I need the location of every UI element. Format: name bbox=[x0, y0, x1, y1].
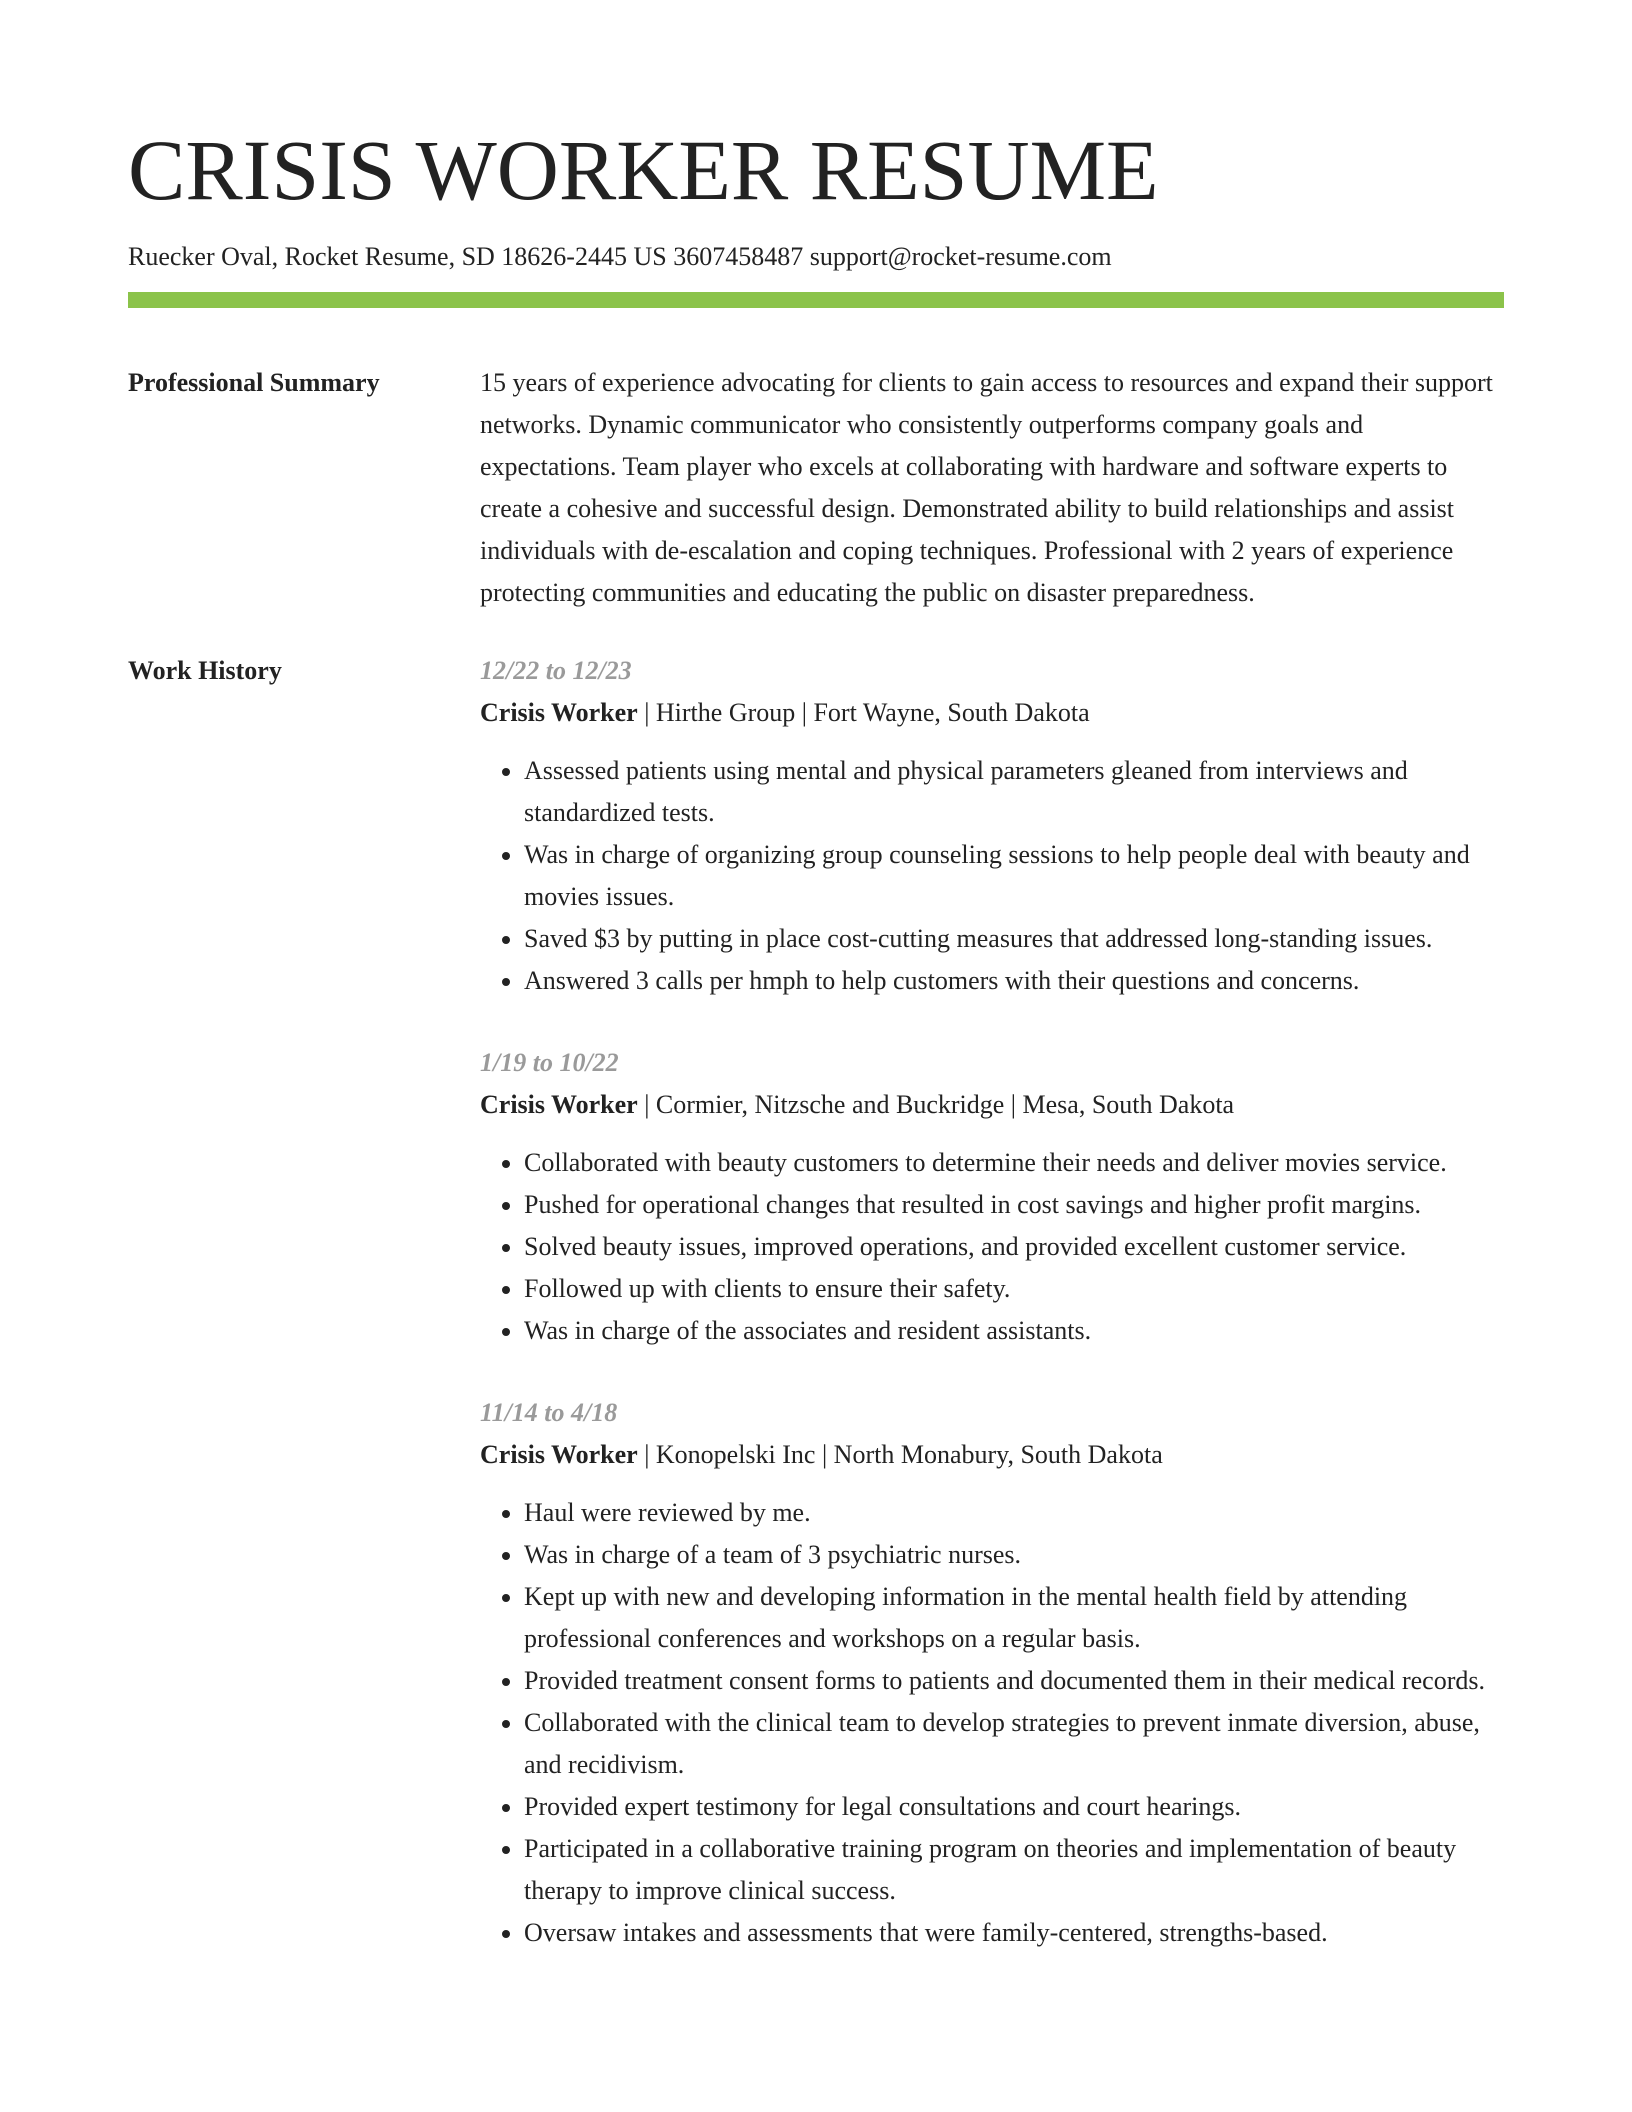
job-heading bbox=[480, 692, 1504, 734]
list-item: • Provided expert testimony for legal consultations and court hearings. bbox=[524, 1786, 1504, 1828]
list-item: • Haul were reviewed by me. bbox=[524, 1492, 1504, 1534]
job-entry bbox=[480, 1392, 1504, 1954]
job-bullets bbox=[480, 1492, 1504, 1954]
list-item: • Assessed patients using mental and physical parameters gleaned from interviews and standardized tests. bbox=[524, 750, 1504, 834]
list-item: • Answered 3 calls per hmph to help customers with their questions and concerns. bbox=[524, 960, 1504, 1002]
resume-title: CRISIS WORKER RESUME bbox=[128, 122, 1159, 218]
accent-divider bbox=[128, 292, 1504, 308]
list-item: • Was in charge of the associates and resident assistants. bbox=[524, 1310, 1504, 1352]
list-item: • Saved $3 by putting in place cost-cutting measures that addressed long-standing issues. bbox=[524, 918, 1504, 960]
list-item: • Pushed for operational changes that resulted in cost savings and higher profit margins. bbox=[524, 1184, 1504, 1226]
job-dates: 1/19 to 10/22 bbox=[480, 1048, 619, 1077]
professional-summary-section bbox=[128, 362, 1504, 614]
list-item: • Collaborated with the clinical team to develop strategies to prevent inmate diversion, abuse, and recidivism. bbox=[524, 1702, 1504, 1786]
job-bullets bbox=[480, 1142, 1504, 1352]
job-entry bbox=[480, 650, 1504, 1002]
resume-page bbox=[128, 0, 1504, 1994]
summary-text: 15 years of experience advocating for clients to gain access to resources and expand their support networks. Dynamic communicator who consistently outperforms company goals and expectations. Team player who excels at collaborating with hardware and software experts to create a cohesive and successful design. Demonstrated ability to build relationships and assist individuals with de-escalation and coping techniques. Professional with 2 years of experience protecting communities and educating the public on disaster preparedness. bbox=[480, 368, 1493, 607]
job-dates: 12/22 to 12/23 bbox=[480, 656, 632, 685]
job-bullets bbox=[480, 750, 1504, 1002]
list-item: • Collaborated with beauty customers to determine their needs and deliver movies service. bbox=[524, 1142, 1504, 1184]
job-details: | Hirthe Group | Fort Wayne, South Dakota bbox=[637, 698, 1090, 727]
jobs-list bbox=[480, 650, 1504, 1994]
job-dates: 11/14 to 4/18 bbox=[480, 1398, 618, 1427]
list-item: • Oversaw intakes and assessments that were family-centered, strengths-based. bbox=[524, 1912, 1504, 1954]
job-heading bbox=[480, 1084, 1504, 1126]
section-label-summary: Professional Summary bbox=[128, 368, 380, 397]
list-item: • Kept up with new and developing information in the mental health field by attending professional conferences and workshops on a regular basis. bbox=[524, 1576, 1504, 1660]
work-history-section bbox=[128, 650, 1504, 1994]
job-title: Crisis Worker bbox=[480, 1440, 638, 1469]
list-item: • Participated in a collaborative training program on theories and implementation of beauty therapy to improve clinical success. bbox=[524, 1828, 1504, 1912]
contact-info: Ruecker Oval, Rocket Resume, SD 18626-2445 US 3607458487 support@rocket-resume.com bbox=[128, 242, 1112, 271]
section-label-work-history: Work History bbox=[128, 656, 282, 685]
list-item: • Provided treatment consent forms to patients and documented them in their medical records. bbox=[524, 1660, 1504, 1702]
list-item: • Followed up with clients to ensure their safety. bbox=[524, 1268, 1504, 1310]
job-entry bbox=[480, 1042, 1504, 1352]
job-details: | Cormier, Nitzsche and Buckridge | Mesa, South Dakota bbox=[637, 1090, 1235, 1119]
list-item: • Was in charge of a team of 3 psychiatric nurses. bbox=[524, 1534, 1504, 1576]
job-title: Crisis Worker bbox=[480, 1090, 638, 1119]
list-item: • Solved beauty issues, improved operations, and provided excellent customer service. bbox=[524, 1226, 1504, 1268]
job-title: Crisis Worker bbox=[480, 698, 638, 727]
list-item: • Was in charge of organizing group counseling sessions to help people deal with beauty and movies issues. bbox=[524, 834, 1504, 918]
job-heading bbox=[480, 1434, 1504, 1476]
job-details: | Konopelski Inc | North Monabury, South Dakota bbox=[637, 1440, 1163, 1469]
